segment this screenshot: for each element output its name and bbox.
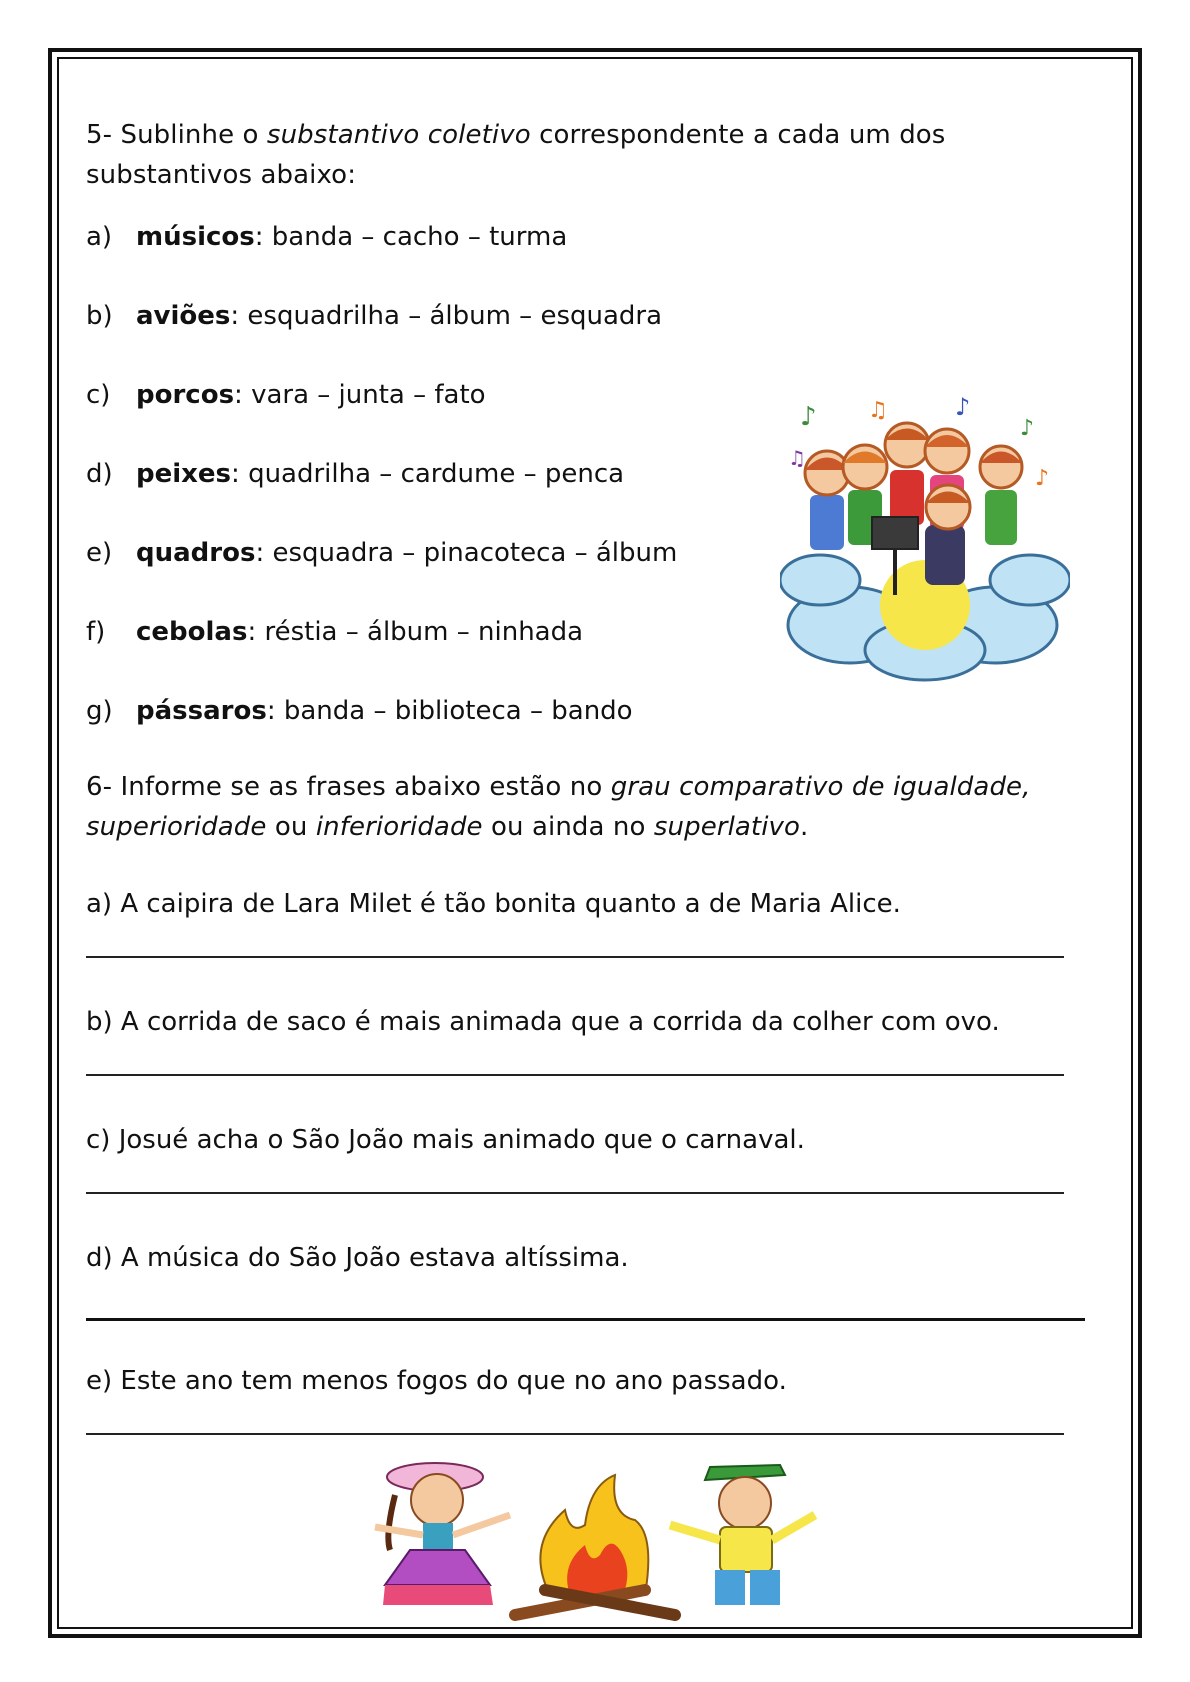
answer-line[interactable] [86,1433,1064,1435]
question-6-sentence: c) Josué acha o São João mais animado que o carnaval. [86,1125,805,1155]
answer-line[interactable] [86,1192,1064,1194]
question-5-item: e) quadros: esquadra – pinacoteca – álbum [86,538,678,568]
question-6-sentence: d) A música do São João estava altíssima. [86,1243,629,1273]
conductor-child [925,485,970,585]
bonfire-icon [515,1475,675,1615]
answer-line[interactable] [86,956,1064,958]
music-note-icon: ♫ [868,398,888,423]
question-5-item: a) músicos: banda – cacho – turma [86,222,568,252]
music-note-icon: ♪ [1020,416,1035,441]
question-6-sentence: a) A caipira de Lara Milet é tão bonita quanto a de Maria Alice. [86,889,901,919]
question-5-item: f) cebolas: réstia – álbum – ninhada [86,617,584,647]
question-5-prompt: 5- Sublinhe o substantivo coletivo correspondente a cada um dos substantivos abaixo: [86,120,946,190]
answer-line[interactable] [86,1318,1085,1321]
children-choir-illustration [780,395,1070,685]
question-5-item: g) pássaros: banda – biblioteca – bando [86,696,633,726]
answer-line[interactable] [86,1074,1064,1076]
child [885,423,929,525]
child [980,446,1022,545]
music-note-icon: ♫ [788,446,806,470]
girl-dancer [375,1463,510,1605]
festa-junina-illustration [365,1455,835,1625]
question-6-sentence: b) A corrida de saco é mais animada que a corrida da colher com ovo. [86,1007,1000,1037]
music-note-icon: ♪ [800,402,817,432]
question-5-item: b) aviões: esquadrilha – álbum – esquadra [86,301,663,331]
question-6-prompt: 6- Informe se as frases abaixo estão no grau comparativo de igualdade, superioridade ou inferioridade ou ainda no superlativo. [86,772,1031,842]
music-note-icon: ♪ [1035,466,1050,491]
music-note-icon: ♪ [955,395,971,421]
question-5-item: d) peixes: quadrilha – cardume – penca [86,459,625,489]
boy-dancer [670,1465,815,1605]
question-5-item: c) porcos: vara – junta – fato [86,380,486,410]
question-6-sentence: e) Este ano tem menos fogos do que no ano passado. [86,1366,787,1396]
